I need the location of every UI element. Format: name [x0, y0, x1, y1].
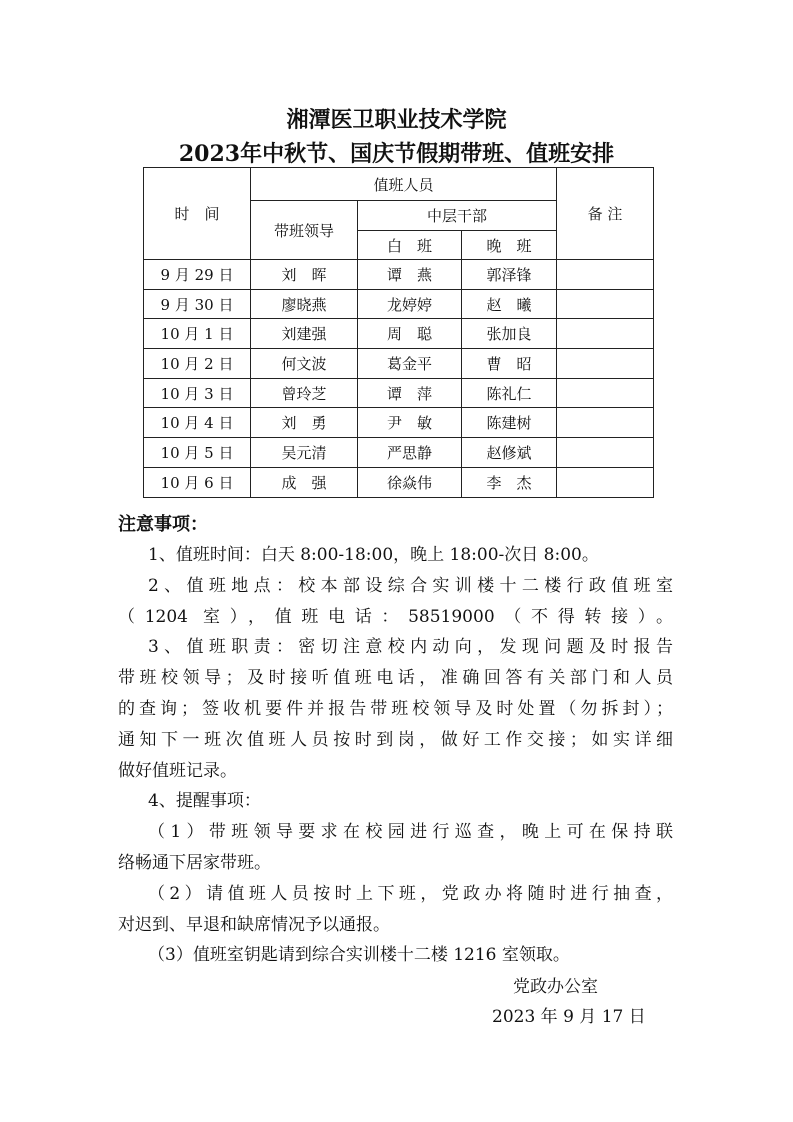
cell-leader: 吴元清: [251, 438, 358, 468]
table-row: [144, 467, 654, 497]
cell-leader: 刘建强: [251, 319, 358, 349]
table-row: [144, 438, 654, 468]
cell-night: 赵修斌: [462, 438, 557, 468]
header-leader: 带班领导: [251, 201, 358, 260]
note-line: 带班校领导；及时接听值班电话，准确回答有关部门和人员: [118, 668, 673, 689]
note-line: （1204 室），值班电话：58519000（不得转接）。: [118, 606, 673, 627]
cell-date: 10 月 5 日: [144, 438, 251, 468]
cell-night: 郭泽锋: [462, 260, 557, 290]
cell-night: 李 杰: [462, 467, 557, 497]
table-row: [144, 378, 654, 408]
note-line: （1）带班领导要求在校园进行巡查，晚上可在保持联: [148, 822, 673, 843]
header-staff: 值班人员: [251, 168, 557, 201]
cell-leader: 何文波: [251, 349, 358, 379]
header-day: 白 班: [358, 231, 462, 260]
note-line: 4、提醒事项：: [148, 791, 261, 812]
note-line: 做好值班记录。: [118, 760, 237, 781]
notes-heading: 注意事项：: [118, 514, 208, 535]
header-time: 时 间: [144, 168, 251, 260]
cell-note: [557, 319, 654, 349]
note-line: 1、值班时间：白天 8:00-18:00，晚上 18:00-次日 8:00。: [148, 545, 599, 565]
duty-table: [143, 167, 654, 498]
header-night: 晚 班: [462, 231, 557, 260]
cell-note: [557, 438, 654, 468]
cell-note: [557, 378, 654, 408]
signature-date: 2023 年 9 月 17 日: [492, 1007, 646, 1027]
note-line: 络畅通下居家带班。: [118, 853, 271, 873]
cell-night: 陈礼仁: [462, 378, 557, 408]
signature-office: 党政办公室: [513, 977, 598, 997]
header-note: 备 注: [557, 168, 654, 260]
note-line: 的查询；签收机要件并报告带班校领导及时处置（勿拆封）；: [118, 699, 673, 719]
cell-date: 10 月 2 日: [144, 349, 251, 379]
cell-day: 龙婷婷: [358, 289, 462, 319]
cell-night: 陈建树: [462, 408, 557, 438]
cell-note: [557, 467, 654, 497]
cell-day: 葛金平: [358, 349, 462, 379]
cell-night: 张加良: [462, 319, 557, 349]
cell-date: 9 月 29 日: [144, 260, 251, 290]
note-line: （3）值班室钥匙请到综合实训楼十二楼 1216 室领取。: [148, 945, 570, 966]
cell-day: 谭 燕: [358, 260, 462, 290]
cell-day: 谭 萍: [358, 378, 462, 408]
cell-leader: 曾玲芝: [251, 378, 358, 408]
cell-date: 9 月 30 日: [144, 289, 251, 319]
cell-note: [557, 408, 654, 438]
table-row: [144, 349, 654, 379]
cell-leader: 刘 勇: [251, 408, 358, 438]
cell-night: 赵 曦: [462, 289, 557, 319]
table-row: [144, 408, 654, 438]
cell-leader: 廖晓燕: [251, 289, 358, 319]
table-row: [144, 289, 654, 319]
document-subtitle: 2023年中秋节、国庆节假期带班、值班安排: [178, 141, 615, 167]
cell-note: [557, 260, 654, 290]
cell-note: [557, 349, 654, 379]
cell-day: 严思静: [358, 438, 462, 468]
cell-night: 曹 昭: [462, 349, 557, 379]
note-line: 3、值班职责：密切注意校内动向，发现问题及时报告: [148, 637, 673, 658]
note-line: （2）请值班人员按时上下班，党政办将随时进行抽查，: [148, 883, 673, 904]
cell-leader: 刘 晖: [251, 260, 358, 290]
cell-day: 徐焱伟: [358, 467, 462, 497]
cell-leader: 成 强: [251, 467, 358, 497]
cell-note: [557, 289, 654, 319]
cell-day: 周 聪: [358, 319, 462, 349]
cell-date: 10 月 4 日: [144, 408, 251, 438]
table-row: [144, 260, 654, 290]
note-line: 对迟到、早退和缺席情况予以通报。: [118, 914, 390, 935]
table-row: [144, 319, 654, 349]
note-line: 通知下一班次值班人员按时到岗，做好工作交接；如实详细: [118, 729, 673, 750]
cell-date: 10 月 3 日: [144, 378, 251, 408]
header-middle: 中层干部: [358, 201, 557, 231]
note-line: 2、值班地点：校本部设综合实训楼十二楼行政值班室: [148, 575, 673, 596]
cell-date: 10 月 6 日: [144, 467, 251, 497]
cell-date: 10 月 1 日: [144, 319, 251, 349]
cell-day: 尹 敏: [358, 408, 462, 438]
document-title: 湘潭医卫职业技术学院: [286, 107, 507, 133]
